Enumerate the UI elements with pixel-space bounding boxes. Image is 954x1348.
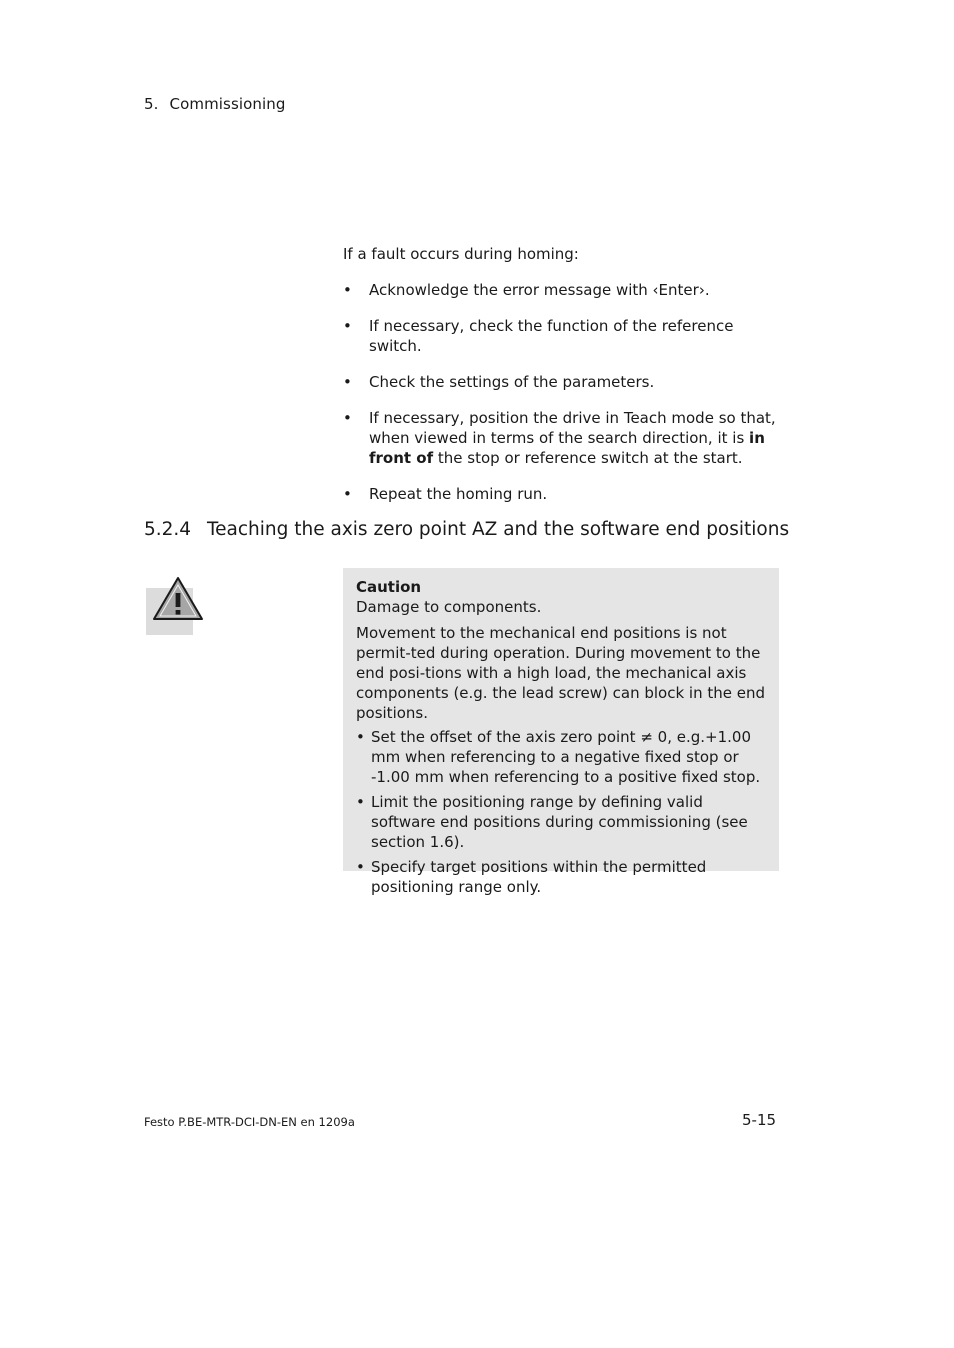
- running-header: [144, 95, 286, 113]
- footer-page-number: 5-15: [742, 1111, 777, 1129]
- bullet: •: [343, 485, 352, 503]
- bullet: •: [343, 409, 352, 427]
- section-title: Teaching the axis zero point AZ and the software end positions: [207, 519, 790, 540]
- list-item: • Repeat the homing run.: [343, 485, 548, 503]
- bullet: •: [343, 373, 352, 391]
- bullet: •: [356, 793, 365, 811]
- list-item: • Check the settings of the parameters.: [343, 373, 655, 391]
- section-heading: [144, 519, 789, 540]
- list-item: • Set the offset of the axis zero point ≠ 0, e.g.+1.00 mm when referencing to a negative fixed stop or -1.00 mm when referencing to a positive fixed stop.: [356, 728, 761, 786]
- bullet: •: [356, 858, 365, 876]
- caution-subtitle: Damage to components.: [356, 598, 542, 616]
- chapter-number: 5.: [144, 95, 159, 113]
- list-item: • Acknowledge the error message with ‹Enter›.: [343, 281, 710, 299]
- warning-triangle-icon: [152, 576, 204, 622]
- emphasis: in front of: [369, 429, 765, 467]
- fault-intro: If a fault occurs during homing:: [343, 245, 579, 263]
- chapter-title: Commissioning: [169, 95, 286, 113]
- list-item: • If necessary, check the function of the reference switch.: [343, 317, 734, 355]
- list-item: • Specify target positions within the permitted positioning range only.: [356, 858, 707, 896]
- caution-paragraph: Movement to the mechanical end positions is not permit-ted during operation. During movement to the end posi-tions with a high load, the mechanical axis components (e.g. the lead screw) can block in the end positions.: [356, 624, 765, 722]
- caution-box: [343, 568, 779, 896]
- caution-title: Caution: [356, 578, 422, 596]
- list-item: • If necessary, position the drive in Teach mode so that, when viewed in terms of the search direction, it is in front of the stop or reference switch at the start.: [343, 409, 776, 467]
- footer-doc-id: Festo P.BE-MTR-DCI-DN-EN en 1209a: [144, 1115, 355, 1129]
- section-number: 5.2.4: [144, 519, 192, 540]
- bullet: •: [356, 728, 365, 746]
- caution-measures-list: [356, 727, 767, 897]
- fault-steps-list: [343, 280, 783, 520]
- list-item: • Limit the positioning range by defining valid software end positions during commissioning (see section 1.6).: [356, 793, 748, 851]
- bullet: •: [343, 281, 352, 299]
- bullet: •: [343, 317, 352, 335]
